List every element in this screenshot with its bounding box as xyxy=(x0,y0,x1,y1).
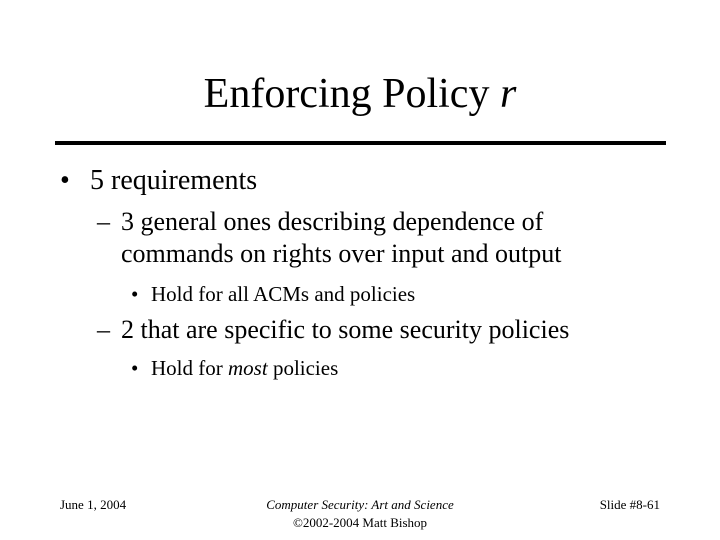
footer-book-title: Computer Security: Art and Science xyxy=(266,497,454,512)
bullet-mark: • xyxy=(60,165,70,196)
subbullet-text: 3 general ones describing dependence of xyxy=(121,207,544,236)
footer-slide-number: Slide #8-61 xyxy=(599,497,660,512)
dash-mark: – xyxy=(97,315,110,344)
subsubbullet-text-pre: Hold for xyxy=(151,356,223,380)
bullet-mark: • xyxy=(131,356,139,380)
subbullet-specific xyxy=(97,313,569,347)
slide-title-variable: r xyxy=(499,71,517,117)
subsubbullet-text: Hold for all ACMs and policies xyxy=(151,282,416,306)
footer-credits xyxy=(210,496,510,532)
subbullet-general-continued xyxy=(121,238,562,270)
bullet-requirements xyxy=(60,163,257,199)
subbullet-text-continued: commands on rights over input and output xyxy=(121,239,562,268)
title-divider xyxy=(55,141,666,145)
subbullet-general xyxy=(97,206,543,238)
slide-title-text: Enforcing Policy xyxy=(203,71,490,117)
bullet-mark: • xyxy=(131,282,139,306)
subsubbullet-most-policies xyxy=(131,355,338,381)
subsubbullet-all-acms xyxy=(131,281,415,307)
subsubbullet-text-post: policies xyxy=(272,356,339,380)
subsubbullet-text-emphasis: most xyxy=(228,356,268,380)
slide-title xyxy=(0,68,720,120)
bullet-text: 5 requirements xyxy=(90,165,258,196)
subbullet-text: 2 that are specific to some security policies xyxy=(121,315,570,344)
footer-copyright: ©2002-2004 Matt Bishop xyxy=(292,515,428,530)
footer-date: June 1, 2004 xyxy=(60,497,127,512)
dash-mark: – xyxy=(97,207,110,236)
